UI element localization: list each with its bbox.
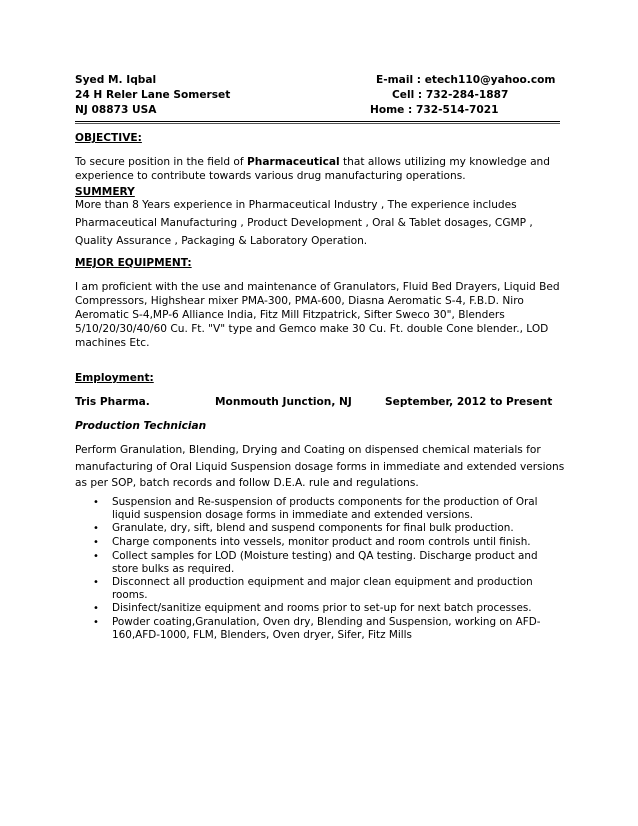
bullet-icon: • <box>93 577 99 588</box>
objective-heading: OBJECTIVE: <box>75 132 142 144</box>
email: E-mail : etech110@yahoo.com <box>376 74 556 86</box>
duty-item-continued: liquid suspension dosage forms in immediate and extended versions. <box>112 509 474 521</box>
objective-line-1 <box>75 156 550 169</box>
company-location: Monmouth Junction, NJ <box>215 396 352 408</box>
candidate-name: Syed M. Iqbal <box>75 74 157 86</box>
address-line-2: NJ 08873 USA <box>75 104 157 116</box>
duty-item: Charge components into vessels, monitor product and room controls until finish. <box>112 536 531 548</box>
duty-item: Collect samples for LOD (Moisture testing) and QA testing. Discharge product and <box>112 550 538 562</box>
duty-item: Disconnect all production equipment and major clean equipment and production <box>112 576 533 588</box>
duty-item-continued: 160,AFD-1000, FLM, Blenders, Oven dryer, Sifer, Fitz Mills <box>112 629 412 641</box>
home-phone: Home : 732-514-7021 <box>370 104 499 116</box>
equipment-heading: MEJOR EQUIPMENT: <box>75 257 192 269</box>
equipment-line: I am proficient with the use and maintenance of Granulators, Fluid Bed Drayers, Liquid Bed <box>75 281 560 293</box>
bullet-icon: • <box>93 603 99 614</box>
objective-text: To secure position in the field of <box>75 156 248 168</box>
duty-item: Disinfect/sanitize equipment and rooms prior to set-up for next batch processes. <box>112 602 532 614</box>
equipment-line: 5/10/20/30/40/60 Cu. Ft. "V" type and Gemco make 30 Cu. Ft. double Cone blender., LOD <box>75 323 549 335</box>
objective-text-end: that allows utilizing my knowledge and <box>339 156 551 168</box>
objective-line-2: experience to contribute towards various drug manufacturing operations. <box>75 170 466 182</box>
employment-heading: Employment: <box>75 372 154 384</box>
bullet-icon: • <box>93 523 99 534</box>
company-name: Tris Pharma. <box>75 396 150 408</box>
summary-line: More than 8 Years experience in Pharmaceutical Industry , The experience includes <box>75 199 517 211</box>
summary-line: Quality Assurance , Packaging & Laboratory Operation. <box>75 235 368 247</box>
cell-phone: Cell : 732-284-1887 <box>392 89 509 101</box>
bullet-icon: • <box>93 537 99 548</box>
duty-item-continued: store bulks as required. <box>112 563 235 575</box>
job-title: Production Technician <box>75 420 207 432</box>
employment-dates: September, 2012 to Present <box>385 396 553 408</box>
bullet-icon: • <box>93 551 99 562</box>
equipment-line: Aeromatic S-4,MP-6 Alliance India, Fitz Mill Fitzpatrick, Sifter Sweco 30", Blenders <box>75 309 505 321</box>
job-description-line: manufacturing of Oral Liquid Suspension dosage forms in immediate and extended versions <box>75 461 565 473</box>
header-divider-2 <box>75 123 560 124</box>
address-line-1: 24 H Reler Lane Somerset <box>75 89 231 101</box>
duty-item: Powder coating,Granulation, Oven dry, Blending and Suspension, working on AFD- <box>112 616 541 628</box>
duty-item: Granulate, dry, sift, blend and suspend components for final bulk production. <box>112 522 514 534</box>
job-description-line: as per SOP, batch records and follow D.E.A. rule and regulations. <box>75 477 419 489</box>
summary-heading: SUMMERY <box>75 186 135 198</box>
summary-line: Pharmaceutical Manufacturing , Product Development , Oral & Tablet dosages, CGMP , <box>75 217 533 229</box>
objective-bold-text: Pharmaceutical <box>247 156 340 168</box>
duty-item-continued: rooms. <box>112 589 148 601</box>
bullet-icon: • <box>93 497 99 508</box>
equipment-line: machines Etc. <box>75 337 150 349</box>
header-divider <box>75 121 560 122</box>
equipment-line: Compressors, Highshear mixer PMA-300, PMA-600, Diasna Aeromatic S-4, F.B.D. Niro <box>75 295 524 307</box>
duty-item: Suspension and Re-suspension of products components for the production of Oral <box>112 496 538 508</box>
bullet-icon: • <box>93 617 99 628</box>
job-description-line: Perform Granulation, Blending, Drying and Coating on dispensed chemical materials for <box>75 444 541 456</box>
